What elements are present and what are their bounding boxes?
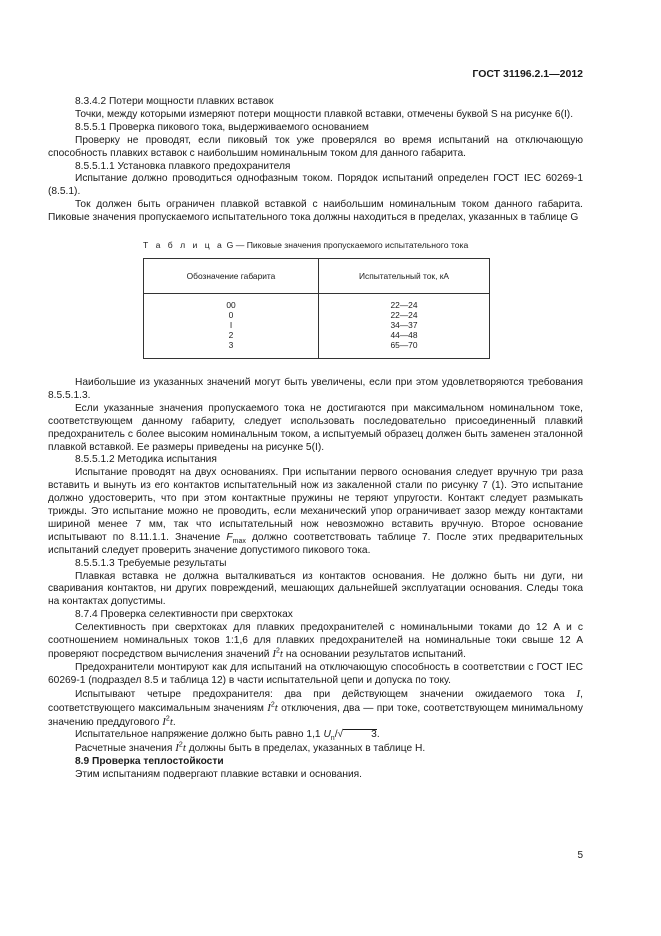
size-column	[144, 293, 319, 358]
table-header-row	[144, 258, 490, 293]
table-cell: 22—24	[390, 309, 418, 320]
section-heading: 8.9 Проверка теплостойкости	[75, 756, 224, 768]
table-body-row	[144, 293, 490, 358]
formula-slash: /	[334, 729, 338, 741]
table-caption	[48, 239, 583, 252]
sqrt-radicand: 3	[343, 729, 377, 740]
formula-symbol: I	[267, 701, 271, 714]
table-cell: 3	[228, 339, 234, 350]
paragraph: Испытательное напряжение должно быть равно 1,1 $U_n/√$ 3.	[75, 729, 380, 743]
paragraph: Испытывают четыре предохранителя: два при действующем значении ожидаемого тока I, соответствующего максимальным значениям $I^2t$ отключения, два — при токе, соответствующем минимальному значению преддугового $I^2t$.	[48, 687, 583, 728]
table-cell: 2	[228, 329, 234, 340]
paragraph	[48, 742, 583, 756]
section-heading: 8.3.4.2 Потери мощности плавких вставок	[75, 96, 274, 107]
text-run: , соответствующего максимальным значениям	[48, 688, 583, 714]
section-heading: 8.5.5.1.2 Методика испытания	[75, 454, 217, 466]
table-cell: 00	[226, 299, 236, 310]
text-run: должно соответствовать таблице 7. После этих предварительных испытаний следует проверить значение допустимого пикового тока.	[48, 531, 583, 556]
document-header: ГОСТ 31196.2.1—2012	[472, 68, 583, 80]
formula-subscript: max	[232, 537, 246, 545]
table-cell: 44—48	[390, 329, 418, 340]
text-run: Испытательное напряжение должно быть равно 1,1	[75, 729, 321, 741]
formula-symbol: t	[274, 701, 278, 714]
table-cell: 34—37	[390, 319, 418, 330]
formula-superscript: 2	[165, 715, 170, 723]
paragraph: Ток должен быть ограничен плавкой вставкой с наибольшим номинальным током данного габарита. Пиковые значения пропускаемого испытательного тока должны находиться в пределах, указанных в таблице G	[48, 199, 583, 224]
formula-superscript: 2	[178, 741, 183, 749]
formula-symbol: I	[272, 648, 277, 660]
paragraph: Испытание должно проводиться однофазным током. Порядок испытаний определен ГОСТ IEC 60269-1 (8.5.1).	[48, 173, 583, 198]
paragraph	[48, 467, 583, 557]
paragraph: Наибольшие из указанных значений могут быть увеличены, если при этом удовлетворяются требования 8.5.5.1.3.	[48, 376, 583, 401]
section-heading: 8.5.5.1.1 Установка плавкого предохранителя	[75, 160, 291, 172]
formula-subscript: n	[330, 735, 335, 743]
text-run: должны быть в пределах, указанных в таблице Н.	[188, 743, 426, 755]
page-number: 5	[577, 850, 583, 861]
column-header-current: Испытательный ток, кА	[319, 258, 490, 293]
table-cell: 0	[228, 309, 234, 320]
formula-symbol: U	[323, 729, 331, 741]
paragraph: Проверку не проводят, если пиковый ток уже проверялся во время испытаний на отключающую способность плавких вставок с наибольшим номинальным током для данного габарита.	[48, 134, 583, 159]
table-caption-title: G — Пиковые значения пропускаемого испытательного тока	[224, 240, 469, 251]
paragraph: Если указанные значения пропускаемого тока не достигаются при максимальном номинальном токе, соответствующем данному габариту, следует использовать последовательно присоединенный плавкий предохранитель с более высоким номинальным током, а испытуемый образец должен быть заменен эталонной плавкой вставкой. Ее размеры приведены на рисунке 5(I).	[48, 402, 583, 453]
formula-symbol: t	[182, 742, 186, 755]
section-heading: 8.5.5.1.3 Требуемые результаты	[75, 557, 227, 569]
text-run: .	[376, 729, 380, 741]
formula-symbol: t	[279, 648, 283, 660]
current-column	[319, 293, 490, 358]
text-run: на основании результатов испытаний.	[285, 649, 466, 660]
formula-superscript: 2	[270, 701, 275, 709]
text-run: отключения, два — при токе, соответствующем минимальному значению преддугового	[48, 702, 583, 728]
text-run: Испытание проводят на двух основаниях. При испытании первого основания следует вручную три раза вставить и вынуть из его контактов испытательный нож из закаленной стали по рисунку 7 (1). Это испытание должно удостоверить, что при этом контактные пружины не теряют упругости. Контакт следует размыкать трижды. Это испытание можно не проводить, если механический упор ограничивает зазор между контактами шириной менее 7 мм, так что испытательный нож невозможно вставить вручную. Второе основание испытывают по 8.11.1.1. Значение	[48, 467, 583, 543]
formula-symbol: I	[162, 715, 166, 728]
text-run: Расчетные значения	[75, 743, 173, 755]
formula-symbol: I	[576, 687, 581, 700]
table-cell: 22—24	[390, 299, 418, 310]
paragraph: Этим испытаниям подвергают плавкие вставки и основания.	[75, 769, 363, 781]
table-cell: I	[229, 319, 233, 330]
paragraph: Предохранители монтируют как для испытаний на отключающую способность в соответствии с ГОСТ IEC 60269-1 (подраздел 8.5 и таблица 12) в части испытательной цепи и допуска по току.	[48, 661, 583, 686]
paragraph	[48, 622, 583, 662]
formula-superscript: 2	[276, 647, 280, 655]
section-heading: 8.7.4 Проверка селективности при сверхтоках	[75, 609, 293, 621]
formula-symbol: I	[175, 742, 179, 755]
paragraph: Плавкая вставка не должна выталкиваться из контактов основания. Не должно быть ни дуги, ни сваривания контактов, ни других повреждений, мешающих дальнейшей эксплуатации основания. Следы тока на контактах допустимы.	[48, 570, 583, 608]
text-run: Селективность при сверхтоках для плавких предохранителей с номинальными токами до 12 А и с соотношением номинальных токов 1:1,6 для плавких предохранителей на номинальные токи свыше 12 А проверяют посредством вычисления значений	[48, 622, 583, 660]
column-header-size: Обозначение габарита	[144, 258, 319, 293]
text-run: Испытывают четыре предохранителя: два при действующем значении ожидаемого тока	[75, 688, 565, 700]
section-heading: 8.5.5.1 Проверка пикового тока, выдерживаемого основанием	[75, 121, 369, 133]
table-caption-label: Т а б л и ц а	[143, 240, 225, 251]
peak-current-table	[143, 258, 490, 359]
formula-symbol: F	[226, 531, 233, 543]
table-cell: 65—70	[390, 339, 418, 350]
document-body	[48, 96, 583, 782]
formula-symbol: t	[169, 715, 173, 728]
paragraph: Точки, между которыми измеряют потери мощности плавкой вставки, отмечены буквой S на рисунке 6(I).	[75, 108, 574, 120]
